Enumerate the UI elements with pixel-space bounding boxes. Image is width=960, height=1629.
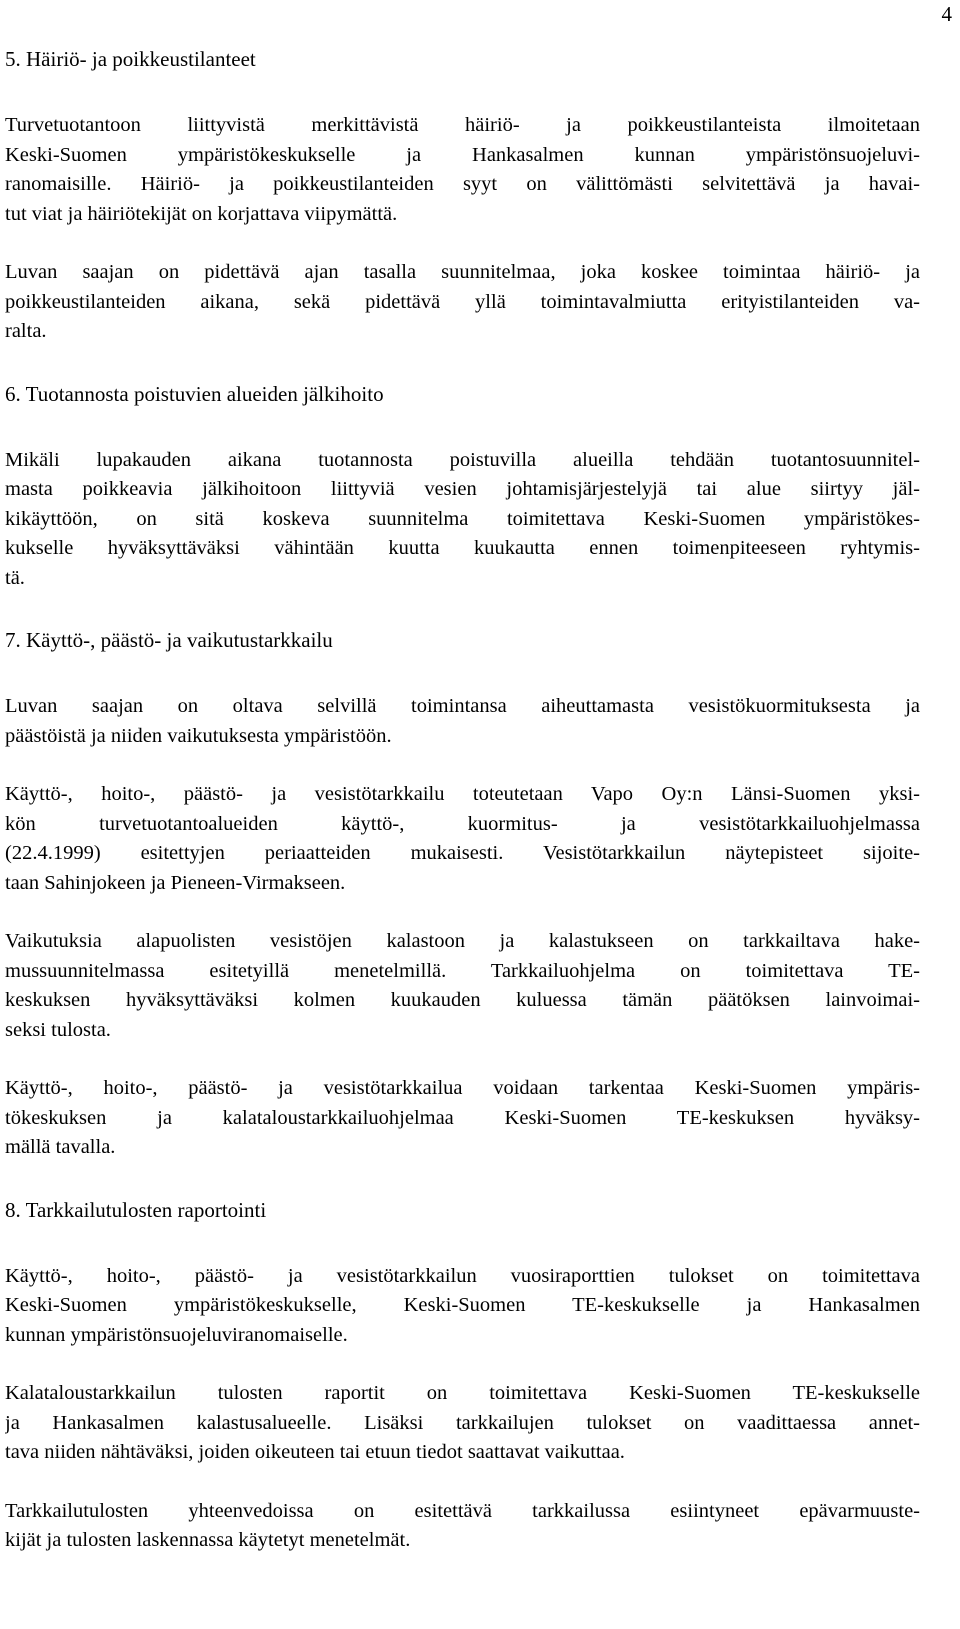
- paragraph: [5, 1379, 920, 1468]
- text-line: Luvan saajan on pidettävä ajan tasalla suunnitelmaa, joka koskee toimintaa häiriö- ja: [5, 261, 920, 283]
- text-line: tava niiden nähtäväksi, joiden oikeuteen tai etuun tiedot saattavat vaikuttaa.: [5, 1441, 625, 1463]
- text-line: (22.4.1999) esitettyjen periaatteiden mukaisesti. Vesistötarkkailun näytepisteet sijoite-: [5, 842, 920, 864]
- paragraph: [5, 111, 920, 229]
- section-5: [5, 41, 920, 347]
- paragraph: [5, 446, 920, 594]
- text-line: ralta.: [5, 320, 47, 342]
- text-line: taan Sahinjokeen ja Pieneen-Virmakseen.: [5, 871, 346, 894]
- text-line: mussuunnitelmassa esitetyillä menetelmillä. Tarkkailuohjelma on toimitettava TE-: [5, 959, 920, 982]
- paragraph: [5, 1074, 920, 1163]
- text-line: Mikäli lupakauden aikana tuotannosta poistuvilla alueilla tehdään tuotantosuunnitel-: [5, 448, 920, 471]
- text-line: Turvetuotantoon liittyvistä merkittävistä häiriö- ja poikkeustilanteista ilmoitetaan: [5, 114, 920, 136]
- text-line: Tarkkailutulosten yhteenvedoissa on esitettävä tarkkailussa esiintyneet epävarmuuste-: [5, 1499, 920, 1522]
- text-line: Keski-Suomen ympäristökeskukselle, Keski-Suomen TE-keskukselle ja Hankasalmen: [5, 1294, 920, 1316]
- text-line: kukselle hyväksyttäväksi vähintään kuutta kuukautta ennen toimenpiteeseen ryhtymis-: [5, 537, 920, 559]
- text-line: tä.: [5, 566, 25, 589]
- text-line: ja Hankasalmen kalastusalueelle. Lisäksi tarkkailujen tulokset on vaadittaessa annet-: [5, 1411, 920, 1434]
- section-heading: 6. Tuotannosta poistuvien alueiden jälkihoito: [5, 381, 384, 406]
- text-line: ranomaisille. Häiriö- ja poikkeustilanteiden syyt on välittömästi selvitettävä ja havai-: [5, 173, 920, 195]
- text-line: Käyttö-, hoito-, päästö- ja vesistötarkkailun vuosiraporttien tulokset on toimitettava: [5, 1264, 920, 1287]
- text-line: Luvan saajan on oltava selvillä toimintansa aiheuttamasta vesistökuormituksesta ja: [5, 695, 920, 717]
- section-heading: 8. Tarkkailutulosten raportointi: [5, 1197, 267, 1222]
- text-line: kijät ja tulosten laskennassa käytetyt menetelmät.: [5, 1529, 411, 1551]
- section-8: [5, 1192, 920, 1556]
- text-line: Keski-Suomen ympäristökeskukselle ja Hankasalmen kunnan ympäristönsuojeluvi-: [5, 143, 920, 166]
- document-body: [5, 41, 920, 1585]
- text-line: mällä tavalla.: [5, 1136, 116, 1158]
- text-line: poikkeustilanteiden aikana, sekä pidettävä yllä toimintavalmiutta erityistilanteiden va-: [5, 290, 920, 313]
- text-line: Käyttö-, hoito-, päästö- ja vesistötarkkailua voidaan tarkentaa Keski-Suomen ympäris-: [5, 1077, 920, 1099]
- section-6: [5, 376, 920, 594]
- text-line: tökeskuksen ja kalataloustarkkailuohjelmaa Keski-Suomen TE-keskuksen hyväksy-: [5, 1106, 920, 1129]
- text-line: Kalataloustarkkailun tulosten raportit on toimitettava Keski-Suomen TE-keskukselle: [5, 1382, 920, 1404]
- page-number: 4: [941, 2, 952, 26]
- paragraph: [5, 927, 920, 1045]
- text-line: kön turvetuotantoalueiden käyttö-, kuormitus- ja vesistötarkkailuohjelmassa: [5, 812, 920, 835]
- text-line: seksi tulosta.: [5, 1018, 111, 1041]
- text-line: kikäyttöön, on sitä koskeva suunnitelma toimitettava Keski-Suomen ympäristökes-: [5, 507, 920, 530]
- text-line: Vaikutuksia alapuolisten vesistöjen kalastoon ja kalastukseen on tarkkailtava hake-: [5, 930, 920, 952]
- text-line: päästöistä ja niiden vaikutuksesta ympäristöön.: [5, 724, 392, 747]
- paragraph: [5, 1497, 920, 1556]
- paragraph: [5, 258, 920, 347]
- text-line: tut viat ja häiriötekijät on korjattava viipymättä.: [5, 202, 398, 225]
- paragraph: [5, 692, 920, 751]
- text-line: keskuksen hyväksyttäväksi kolmen kuukauden kuluessa tämän päätöksen lainvoimai-: [5, 989, 920, 1011]
- paragraph: [5, 1262, 920, 1351]
- section-heading: 7. Käyttö-, päästö- ja vaikutustarkkailu: [5, 628, 333, 652]
- text-line: masta poikkeavia jälkihoitoon liittyviä vesien johtamisjärjestelyjä tai alue siirtyy jäl-: [5, 478, 920, 500]
- text-line: Käyttö-, hoito-, päästö- ja vesistötarkkailu toteutetaan Vapo Oy:n Länsi-Suomen yksi-: [5, 783, 920, 805]
- section-7: [5, 622, 920, 1163]
- text-line: kunnan ympäristönsuojeluviranomaiselle.: [5, 1323, 348, 1346]
- paragraph: [5, 780, 920, 898]
- section-heading: 5. Häiriö- ja poikkeustilanteet: [5, 47, 256, 71]
